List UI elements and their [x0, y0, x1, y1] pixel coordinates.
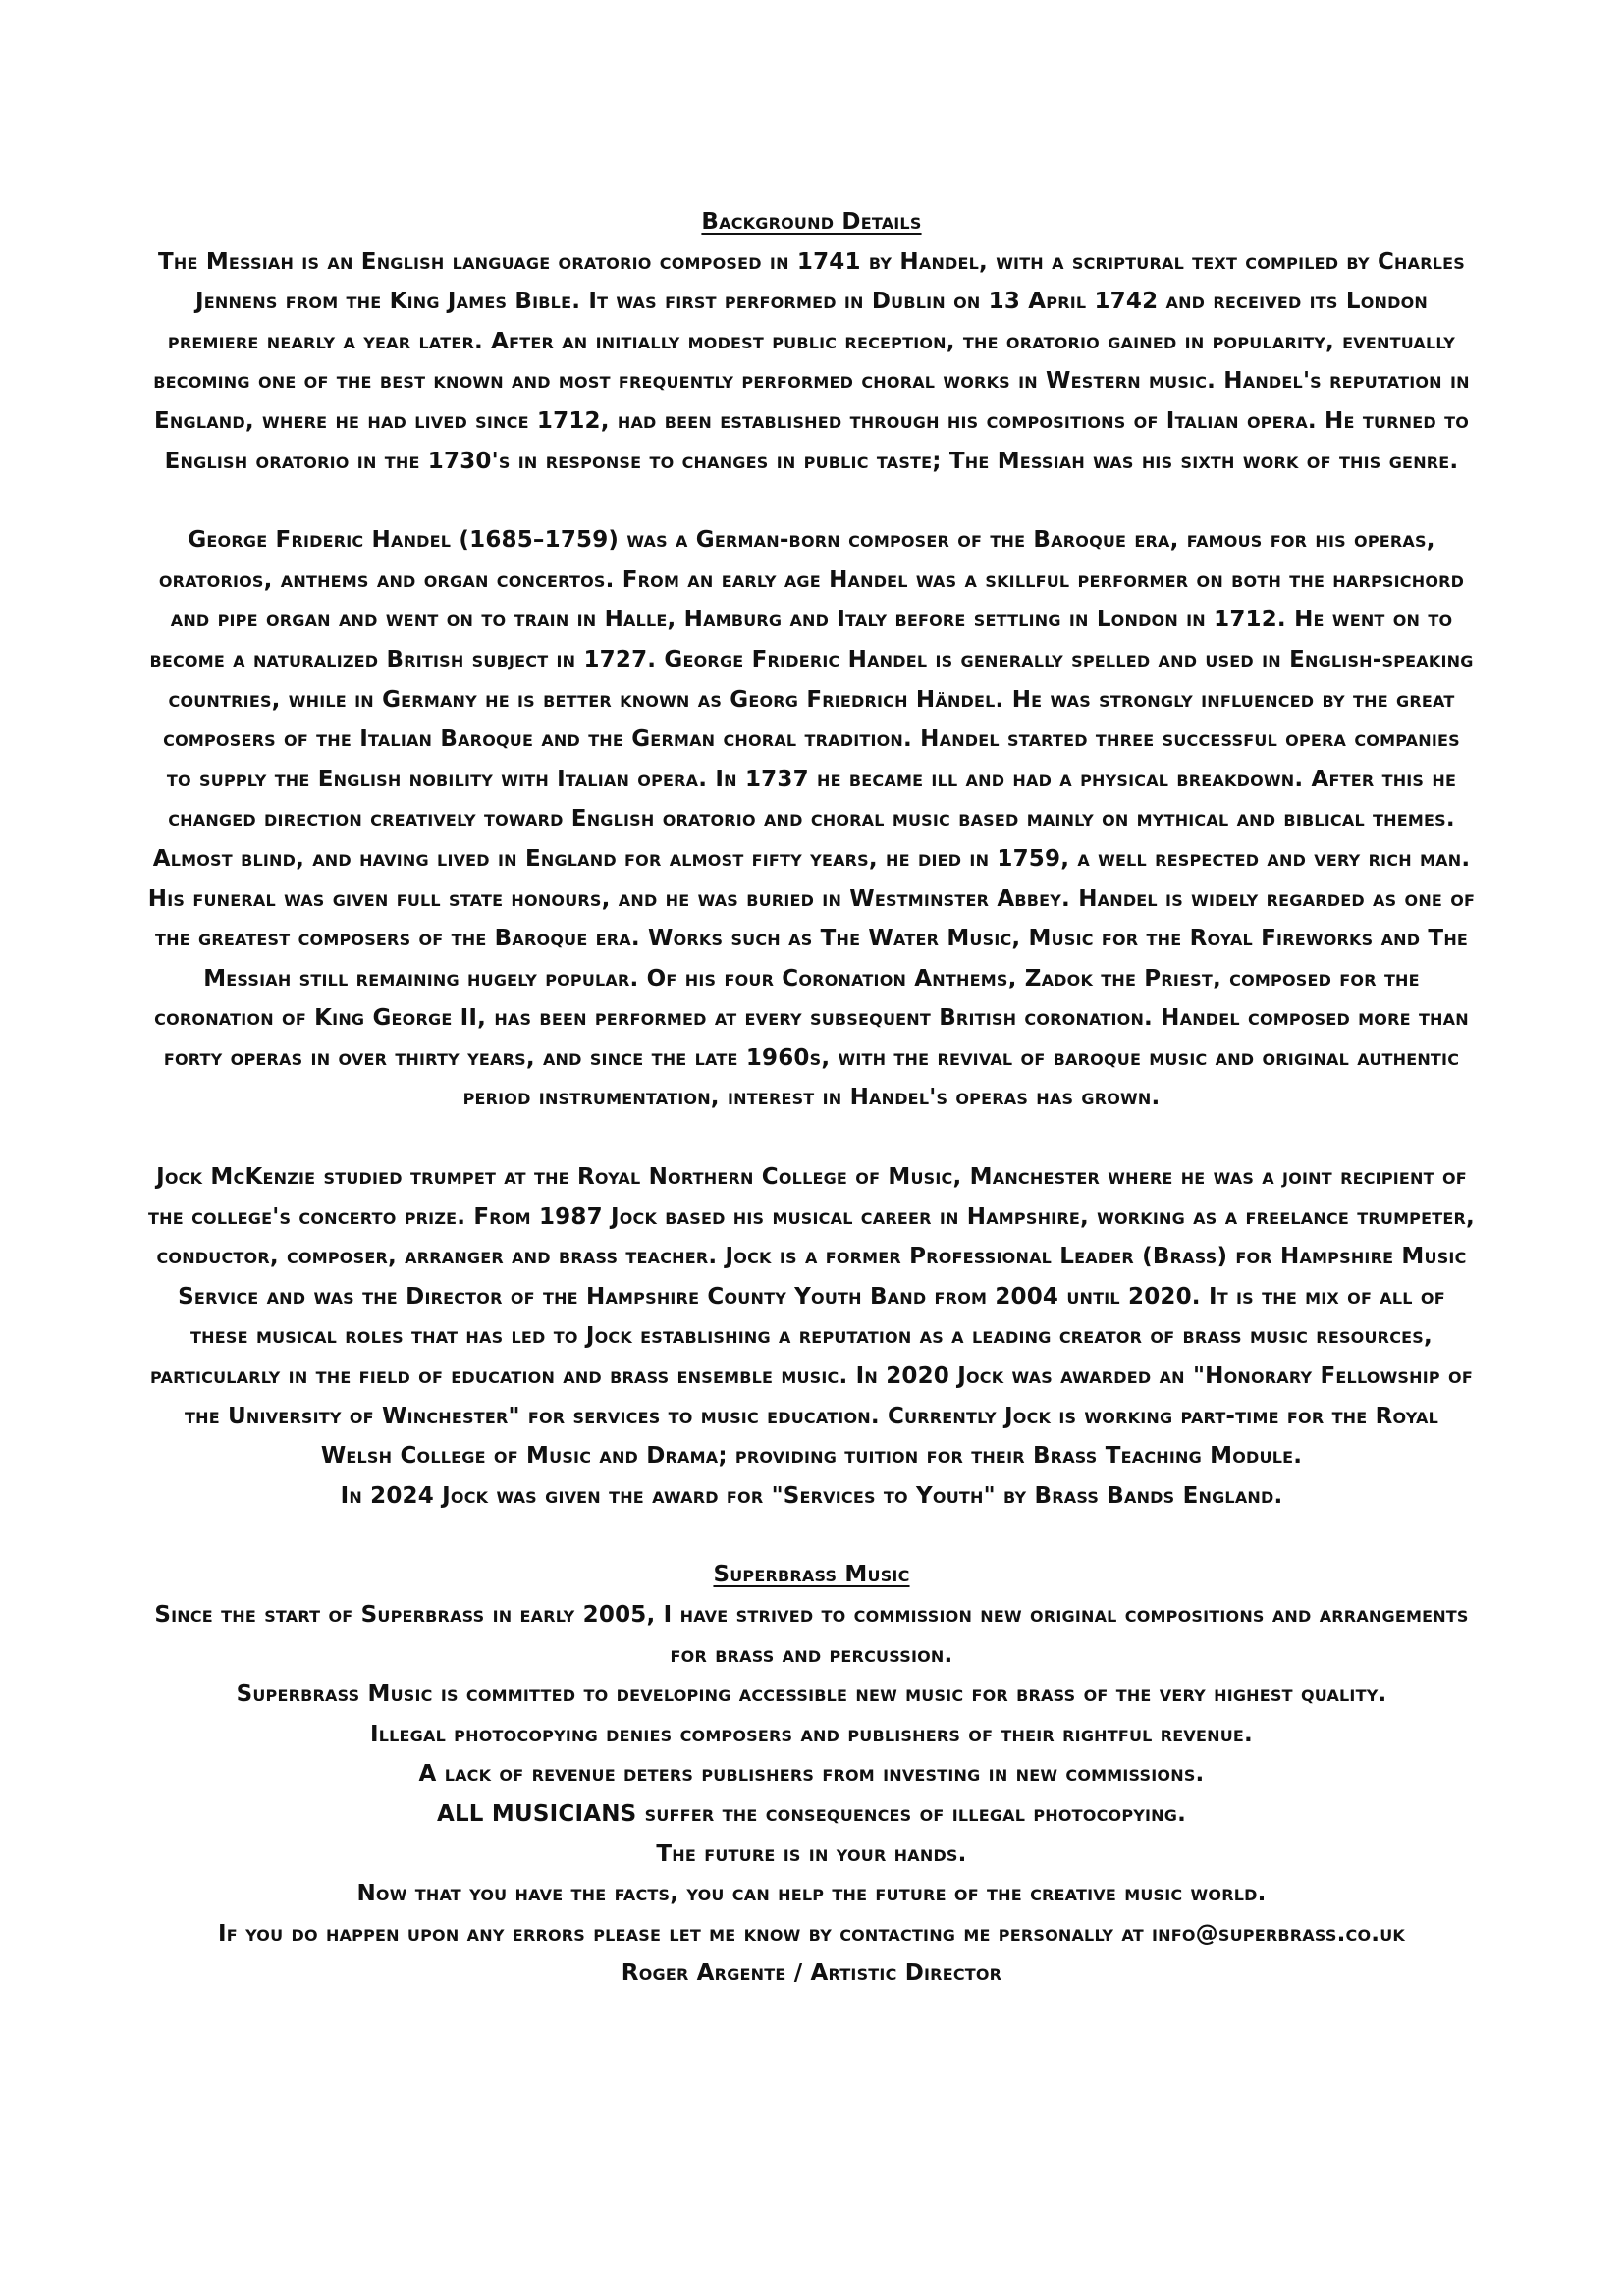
facts-line: Now that you have the facts, you can help the future of the creative music world. — [356, 1881, 1267, 1907]
messiah-paragraph: The Messiah is an English language oratorio composed in 1741 by Handel, with a scriptural text compiled by Charles Jennens from the King James Bible. It was first performed in Dublin on 13 April 1742 and received its London premiere nearly a year later. After an initially modest public reception, the oratorio gained in popularity, eventually becoming one of the best known and most frequently performed choral works in Western music. Handel's reputation in England, where he had lived since 1712, had been established through his compositions of Italian opera. He turned to English oratorio in the 1730's in response to changes in public taste; The Messiah was his sixth work of this genre. — [153, 248, 1470, 474]
paragraph-spacer — [147, 1118, 1476, 1157]
paragraph-spacer — [147, 1516, 1476, 1555]
errors-contact-line: If you do happen upon any errors please let me know by contacting me personally at info@superbrass.co.uk — [217, 1920, 1406, 1947]
superbrass-intro-line: Since the start of Superbrass in early 2005, I have strived to commission new original compositions and arrangements for brass and percussion. — [154, 1602, 1469, 1668]
award-paragraph: In 2024 Jock was given the award for "Services to Youth" by Brass Bands England. — [340, 1482, 1283, 1509]
handel-biography-paragraph: George Frideric Handel (1685–1759) was a German-born composer of the Baroque era, famous for his operas, oratorios, anthems and organ concertos. From an early age Handel was a skillful performer on both the harpsichord and pipe organ and went on to train in Halle, Hamburg and Italy before settling in London in 1712. He went on to become a naturalized British subject in 1727. George Frideric Handel is generally spelled and used in English-speaking countries, while in Germany he is better known as Georg Friedrich Händel. He was strongly influenced by the great composers of the Italian Baroque and the German choral tradition. Handel started three successful opera companies to supply the English nobility with Italian opera. In 1737 he became ill and had a physical breakdown. After this he changed direction creatively toward English oratorio and choral music based mainly on mythical and biblical themes. Almost blind, and having lived in England for almost fifty years, he died in 1759, a well respected and very rich man. His funeral was given full state honours, and he was buried in Westminster Abbey. Handel is widely regarded as one of the greatest composers of the Baroque era. Works such as The Water Music, Music for the Royal Fireworks and The Messiah still remaining hugely popular. Of his four Coronation Anthems, Zadok the Priest, composed for the coronation of King George II, has been performed at every subsequent British coronation. Handel composed more than forty operas in over thirty years, and since the late 1960s, with the revival of baroque music and original authentic period instrumentation, interest in Handel's operas has grown. — [147, 527, 1476, 1111]
future-line: The future is in your hands. — [656, 1841, 967, 1867]
document-page — [147, 202, 1476, 1994]
photocopying-line: Illegal photocopying denies composers and publishers of their rightful revenue. — [369, 1721, 1253, 1747]
paragraph-spacer — [147, 481, 1476, 520]
musicians-line — [147, 1794, 1476, 1835]
superbrass-music-heading: Superbrass Music — [713, 1562, 910, 1588]
revenue-line: A lack of revenue deters publishers from investing in new commissions. — [418, 1761, 1205, 1788]
superbrass-commitment-line: Superbrass Music is committed to developing accessible new music for brass of the very highest quality. — [236, 1682, 1387, 1708]
all-musicians-emphasis: ALL MUSICIANS — [436, 1800, 637, 1827]
background-details-heading: Background Details — [701, 209, 922, 235]
jock-mckenzie-paragraph: Jock McKenzie studied trumpet at the Royal Northern College of Music, Manchester where he was a joint recipient of the college's concerto prize. From 1987 Jock based his musical career in Hampshire, working as a freelance trumpeter, conductor, composer, arranger and brass teacher. Jock is a former Professional Leader (Brass) for Hampshire Music Service and was the Director of the Hampshire County Youth Band from 2004 until 2020. It is the mix of all of these musical roles that has led to Jock establishing a reputation as a leading creator of brass music resources, particularly in the field of education and brass ensemble music. In 2020 Jock was awarded an "Honorary Fellowship of the University of Winchester" for services to music education. Currently Jock is working part-time for the Royal Welsh College of Music and Drama; providing tuition for their Brass Teaching Module. — [148, 1164, 1475, 1469]
signature-line: Roger Argente / Artistic Director — [621, 1960, 1002, 1987]
musicians-line-rest: suffer the consequences of illegal photocopying. — [636, 1800, 1187, 1827]
